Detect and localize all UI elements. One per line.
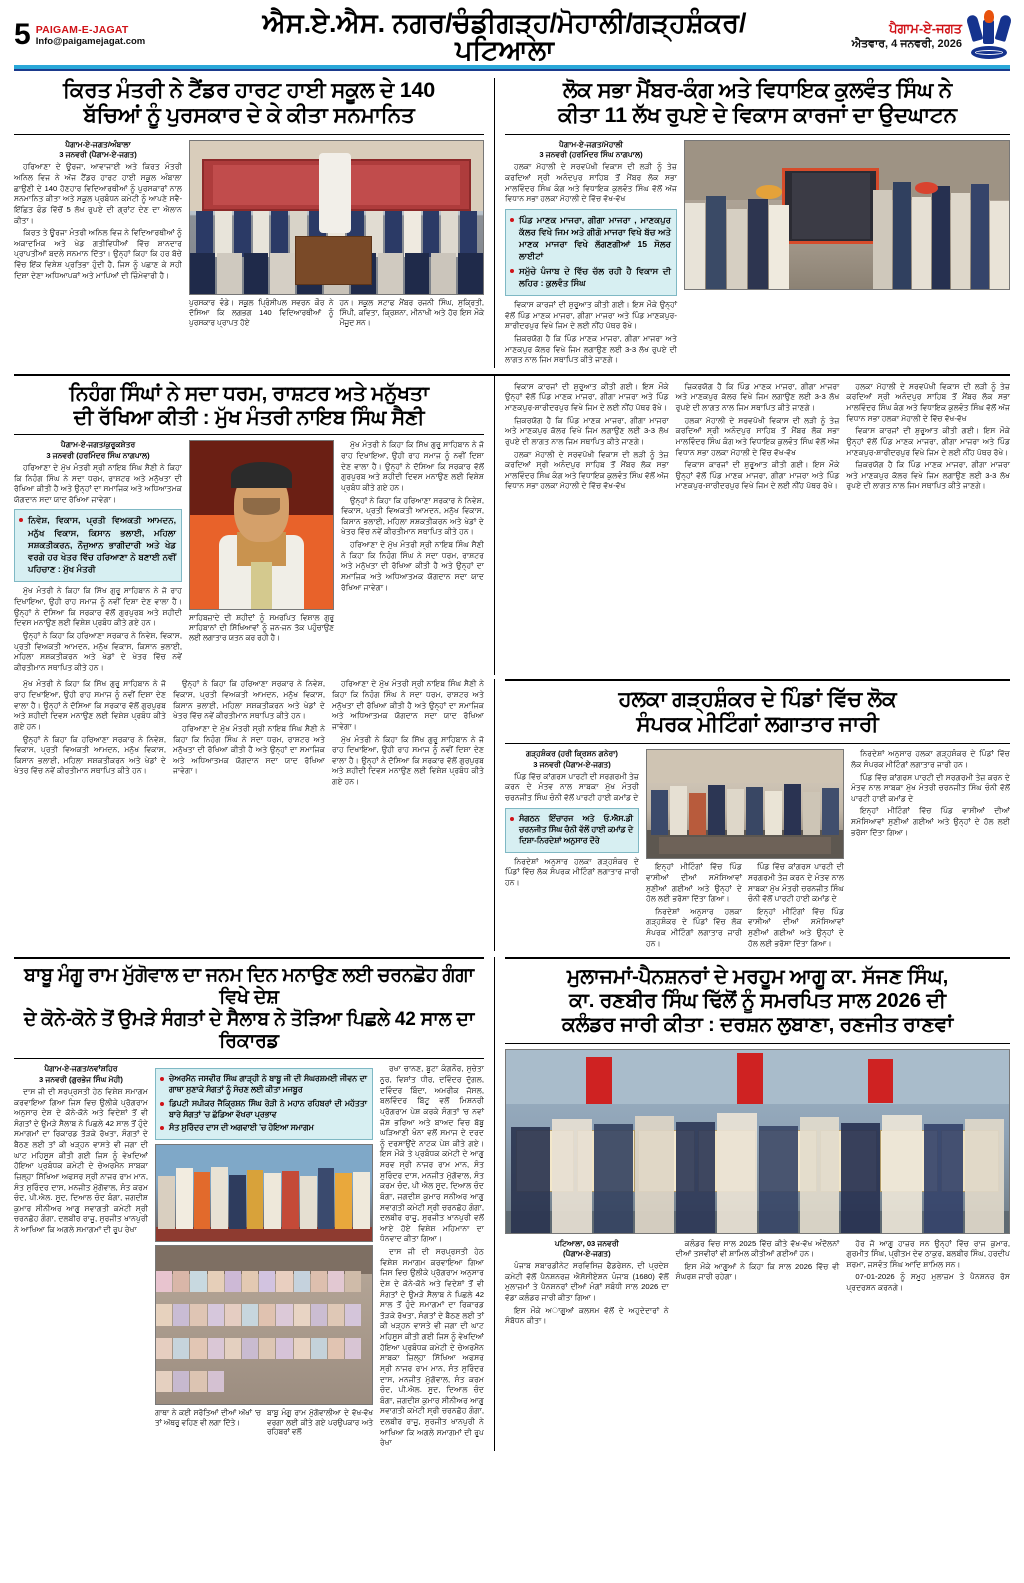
story-1-caption-a: ਪੁਰਸਕਾਰ ਵੰਡੇ। ਸਕੂਲ ਪ੍ਰਿੰਸੀਪਲ ਸਵਰਨ ਕੌਰ ਨੇ ਦੱਸਿਆ ਕਿ ਲਗਭਗ 140 ਵਿਦਿਆਰਥੀਆਂ ਨੂੰ ਪੁਰਸਕਾਰ ਪ੍ਰਾਪਤ ਹੋਏ — [189, 297, 334, 327]
brand-name-punjabi: ਪੈਗਾਮ-ਏ-ਜਗਤ — [889, 20, 962, 36]
list-item: ਸੰਤ ਸੁਰਿੰਦਰ ਦਾਸ ਦੀ ਅਗਵਾਈ 'ਚ ਹੋਇਆ ਸਮਾਗਮ — [160, 1122, 367, 1133]
story-2-body: ਵਿਕਾਸ ਕਾਰਜਾਂ ਦੀ ਸ਼ੁਰੂਆਤ ਕੀਤੀ ਗਈ। ਇਸ ਮੌਕੇ ਉਨ੍ਹਾਂ ਵੱਲੋਂ ਪਿੰਡ ਮਾਣਕ ਮਾਜਰਾ, ਗੀਗਾ ਮਾਜਰਾ ਅਤੇ ਪਿੰਡ ਮਾਣਕਪੁਰ-ਸ਼ਾਰੀਦਰਪੁਰ ਵਿਖੇ ਜਿਮ ਦੇ ਲਈ ਨੀਂਹ ਪੱਥਰ ਰੱਖੇ। ਜ਼ਿਕਰਯੋਗ ਹੈ ਕਿ ਪਿੰਡ ਮਾਣਕ ਮਾਜਰਾ, ਗੀਗਾ ਮਾਜਰਾ ਅਤੇ ਮਾਣਕਪੁਰ ਕੱਲਰ ਵਿਖੇ ਜਿਮ ਲਗਾਉਣ ਲਈ 3-3 ਲੱਖ ਰੁਪਏ ਦੀ ਲਾਗਤ ਨਾਲ ਜਿਮ ਸਥਾਪਿਤ ਕੀਤੇ ਜਾਣਗੇ। — [505, 300, 677, 365]
list-item: ਡਿਪਟੀ ਸਪੀਕਰ ਜੈਕ੍ਰਿਸ਼ਨ ਸਿੰਘ ਰੋੜੀ ਨੇ ਮਹਾਨ ਰਹਿਬਰਾਂ ਦੀ ਮਹੱਤਤਾ ਬਾਰੇ ਸੰਗਤਾਂ 'ਚ ਛੱਡਿਆ ਵੱਖਰਾ ਪ੍ਰਭਾਵ — [160, 1098, 367, 1120]
list-item: ਚੇਅਰਮੈਨ ਜਸਵੀਰ ਸਿੰਘ ਗਾੜ੍ਹੀ ਨੇ ਬਾਬੂ ਜੀ ਦੀ ਸੰਘਰਸ਼ਮਈ ਜੀਵਨ ਦਾ ਗਾਥਾ ਸੁਣਾਕੇ ਸੰਗਤਾਂ ਨੂੰ ਸੋਚਣ ਲਈ ਕੀਤਾ ਮਜਬੂਰ — [160, 1073, 367, 1095]
story-2-cont-col-3: ਹਲਕਾ ਮੋਹਾਲੀ ਦੇ ਸਰਵਪੱਖੀ ਵਿਕਾਸ ਦੀ ਲੜੀ ਨੂੰ ਤੇਜ਼ ਕਰਦਿਆਂ ਸ੍ਰੀ ਅਨੰਦਪੁਰ ਸਾਹਿਬ ਤੋਂ ਮੈਂਬਰ ਲੋਕ ਸਭਾ ਮਾਲਵਿੰਦਰ ਸਿੰਘ ਕੰਗ ਅਤੇ ਵਿਧਾਇਕ ਕੁਲਵੰਤ ਸਿੰਘ ਵੱਲੋਂ ਅੱਜ ਵਿਧਾਨ ਸਭਾ ਹਲਕਾ ਮੋਹਾਲੀ ਦੇ ਵਿੱਚ ਵੱਖ-ਵੱਖ ਵਿਕਾਸ ਕਾਰਜਾਂ ਦੀ ਸ਼ੁਰੂਆਤ ਕੀਤੀ ਗਈ। ਇਸ ਮੌਕੇ ਉਨ੍ਹਾਂ ਵੱਲੋਂ ਪਿੰਡ ਮਾਣਕ ਮਾਜਰਾ, ਗੀਗਾ ਮਾਜਰਾ ਅਤੇ ਪਿੰਡ ਮਾਣਕਪੁਰ-ਸ਼ਾਰੀਦਰਪੁਰ ਵਿਖੇ ਜਿਮ ਦੇ ਲਈ ਨੀਂਹ ਪੱਥਰ ਰੱਖੇ। ਜ਼ਿਕਰਯੋਗ ਹੈ ਕਿ ਪਿੰਡ ਮਾਣਕ ਮਾਜਰਾ, ਗੀਗਾ ਮਾਜਰਾ ਅਤੇ ਮਾਣਕਪੁਰ ਕੱਲਰ ਵਿਖੇ ਜਿਮ ਲਗਾਉਣ ਲਈ 3-3 ਲੱਖ ਰੁਪਏ ਦੀ ਲਾਗਤ ਨਾਲ ਜਿਮ ਸਥਾਪਿਤ ਕੀਤੇ ਜਾਣਗੇ। — [846, 381, 1011, 491]
story-2-text-col — [505, 140, 677, 368]
torch-emblem-icon — [968, 13, 1010, 59]
story-3-lead: ਹਰਿਆਣਾ ਦੇ ਮੁੱਖ ਮੰਤਰੀ ਸ੍ਰੀ ਨਾਇਬ ਸਿੰਘ ਸੈਣੀ ਨੇ ਕਿਹਾ ਕਿ ਨਿਹੰਗ ਸਿੰਘ ਨੇ ਸਦਾ ਧਰਮ, ਰਾਸ਼ਟਰ ਅਤੇ ਮਨੁੱਖਤਾ ਦੀ ਰੱਖਿਆ ਕੀਤੀ ਹੈ ਅਤੇ ਉਨ੍ਹਾਂ ਦਾ ਸਮਾਜਿਕ ਅਤੇ ਅਧਿਆਤਮਕ ਯੋਗਦਾਨ ਸਦਾ ਯਾਦ ਰੱਖਿਆ ਜਾਵੇਗਾ। — [14, 462, 182, 504]
award-ceremony-group-photo — [189, 140, 484, 295]
story-5-col-right — [380, 1064, 484, 1451]
story-2-photo-col — [684, 140, 1010, 368]
story-5-byline: ਪੈਗਾਮ-ਏ-ਜਗਤ/ਨਵਾਂਸ਼ਹਿਰ 3 ਜਨਵਰੀ (ਗੁਰਭੇਜ ਸਿੰਘ ਮੋਹੀ) — [39, 1064, 123, 1084]
story-1-caption-b: ਹਨ। ਸਕੂਲ ਸਟਾਫ ਮੈਂਬਰ ਰਜਨੀ ਸਿੰਘ, ਸੁਕ੍ਰਿਤੀ, ਸਿੰਪੀ, ਕਵਿਤਾ, ਕ੍ਰਿਸ਼ਨਾ, ਮੀਨਾਖੀ ਅਤੇ ਹੋਰ ਇਸ ਮੌਕੇ ਮੌਜੂਦ ਸਨ। — [339, 297, 484, 327]
story-4-body-c: ਪਿੰਡ ਵਿੱਚ ਕਾਂਗਰਸ ਪਾਰਟੀ ਦੀ ਸਰਗਰਮੀ ਤੇਜ਼ ਕਰਨ ਦੇ ਮੰਤਵ ਨਾਲ ਸਾਬਕਾ ਮੁੱਖ ਮੰਤਰੀ ਚਰਨਜੀਤ ਸਿੰਘ ਚੰਨੀ ਵੱਲੋਂ ਪਾਰਟੀ ਹਾਈ ਕਮਾਂਡ ਦੇ ਇਨ੍ਹਾਂ ਮੀਟਿੰਗਾਂ ਵਿੱਚ ਪਿੰਡ ਵਾਸੀਆਂ ਦੀਆਂ ਸਮੱਸਿਆਵਾਂ ਸੁਣੀਆਂ ਗਈਆਂ ਅਤੇ ਉਨ੍ਹਾਂ ਦੇ ਹੱਲ ਲਈ ਭਰੋਸਾ ਦਿੱਤਾ ਗਿਆ। — [748, 862, 844, 948]
ribbon-cutting-ceremony-photo — [684, 140, 1010, 290]
story-5-body-right: ਰਖਾ ਚਾਨਣ, ਬੂਟਾ ਕੰਗਨੌਰ, ਸੁਚੇਤਾ ਨੂਰ, ਵਿਸ਼ਾਂਤ ਧੀਰ, ਦਵਿੰਦਰ ਦੁੱਗਲ, ਦਵਿੰਦਰ ਬਿੰਦਾ, ਅਮਰੀਕ ਜੱਸਲ, ਬਲਵਿੰਦਰ ਬਿੱਟੂ ਵਲੋਂ ਮਿਸ਼ਨਰੀ ਪ੍ਰੋਗਰਾਮ ਪੇਸ਼ ਕਰਕੇ ਸੰਗਤਾਂ 'ਚ ਨਵਾਂ ਜੋਸ਼ ਭਰਿਆ ਅਤੇ ਬਾਅਦ ਵਿਚ ਬੱਬੂ ਘੜਿਆਣੀ ਖੰਨਾ ਵਲੋਂ ਸਮਾਜ ਦੇ ਦਰਦ ਨੂੰ ਦਰਸਾਉਂਦੇ ਨਾਟਕ ਪੇਸ਼ ਕੀਤੇ ਗਏ। ਇਸ ਮੌਕੇ ਤੇ ਪ੍ਰਬੰਧਕ ਕਮੇਟੀ ਦੇ ਆਗੂ ਸਰਵ ਸ੍ਰੀ ਨਾਜਰ ਰਾਮ ਮਾਨ, ਸੰਤ ਸੁਰਿੰਦਰ ਦਾਸ, ਮਨਜੀਤ ਮੁੱਗੋਵਾਲ, ਸੰਤ ਕਰਮ ਚੰਦ, ਪੀ ਐਲ ਸੂਦ, ਦਿਆਲ ਚੰਦ ਬੰਗਾ, ਜਗਦੀਸ਼ ਕੁਮਾਰ ਸਨੀਅਰ ਆਗੂ ਸਵਾਗਤੀ ਕਮੇਟੀ ਸ੍ਰੀ ਚਰਨਛੋਹ ਗੰਗਾ, ਦਲਬੀਰ ਰਾਜੂ, ਸੁਰਜੀਤ ਖਾਨਪੁਰੀ ਵਲੋਂ ਆਏ ਹੋਏ ਵਿਸ਼ੇਸ਼ ਮਹਿਮਾਨਾ ਦਾ ਧੰਨਵਾਦ ਕੀਤਾ ਗਿਆ। ਦਾਸ ਜੀ ਦੀ ਸਰਪ੍ਰਸਤੀ ਹੇਠ ਵਿਸ਼ੇਸ਼ ਸਮਾਗਮ ਕਰਵਾਇਆ ਗਿਆ ਜਿਸ ਵਿਚ ਉਲੀਕੇ ਪ੍ਰੋਗਰਾਮ ਅਨੁਸਾਰ ਦੇਸ਼ ਦੇ ਕੋਨੇ-ਕੋਨੇ ਅਤੇ ਵਿਦੇਸ਼ਾਂ ਤੋਂ ਵੀ ਸੰਗਤਾਂ ਦੇ ਉਮੜੇ ਸੈਲਾਬ ਨੇ ਪਿਛਲੇ 42 ਸਾਲ ਤੋਂ ਹੁੰਦੇ ਸਮਾਗਮਾਂ ਦਾ ਰਿਕਾਰਡ ਤੋੜਕੇ ਰੱਖਤਾ, ਸੰਗਤਾਂ ਦੇ ਬੈਠਣ ਲਈ ਤਾਂ ਕੀ ਖੜ੍ਹਨ ਵਾਸਤੇ ਵੀ ਜਗਾ ਦੀ ਘਾਟ ਮਹਿਸੂਸ ਕੀਤੀ ਗਈ ਜਿਸ ਨੂੰ ਵੇਖਦਿਆਂ ਹੋਇਆ ਪ੍ਰਬੰਧਕ ਕਮੇਟੀ ਦੇ ਚੇਅਰਮੈਨ ਸਾਬਕਾ ਜ਼ਿਲ੍ਹਾ ਸਿੱਖਿਆ ਅਫਸਰ ਸ੍ਰੀ ਨਾਜਰ ਰਾਮ ਮਾਨ, ਸੰਤ ਸੁਰਿੰਦਰ ਦਾਸ, ਮਨਜੀਤ ਮੁੱਗੋਵਾਲ, ਸੰਤ ਕਰਮ ਚੰਦ, ਪੀ.ਐਲ. ਸੂਦ, ਦਿਆਲ ਚੰਦ ਬੰਗਾ, ਜਗਦੀਸ਼ ਕੁਮਾਰ ਸੀਨੀਅਰ ਆਗੂ ਸਵਾਗਤੀ ਕਮੇਟੀ ਸ੍ਰੀ ਚਰਨਛੋਹ ਗੰਗਾ, ਦਲਬੀਰ ਰਾਜੂ, ਸੁਰਜੀਤ ਖਾਨਪੁਰੀ ਨੇ ਆਖਿਆ ਕਿ ਅਗਲੇ ਸਮਾਗਮਾਂ ਦੀ ਰੂਪ ਰੇਖਾ — [380, 1064, 484, 1448]
list-item: ਪਿੰਡ ਮਾਣਕ ਮਾਜਰਾ, ਗੀਗਾ ਮਾਜਰਾ , ਮਾਣਕਪੁਰ ਕੱਲਰ ਵਿਖੇ ਜਿਮ ਅਤੇ ਗੀਗੋ ਮਾਜਰਾ ਵਿਖੇ ਬੱਚ ਅਤੇ ਮਾਣਕ ਮਾਜਰਾ ਵਿਖੇ ਲੱਗਣਗੀਆਂ 15 ਸੋਲਰ ਲਾਈਟਾਂ — [510, 214, 671, 263]
story-3-highlight-box — [14, 509, 182, 582]
story-2-cont-col-1: ਵਿਕਾਸ ਕਾਰਜਾਂ ਦੀ ਸ਼ੁਰੂਆਤ ਕੀਤੀ ਗਈ। ਇਸ ਮੌਕੇ ਉਨ੍ਹਾਂ ਵੱਲੋਂ ਪਿੰਡ ਮਾਣਕ ਮਾਜਰਾ, ਗੀਗਾ ਮਾਜਰਾ ਅਤੇ ਪਿੰਡ ਮਾਣਕਪੁਰ-ਸ਼ਾਰੀਦਰਪੁਰ ਵਿਖੇ ਜਿਮ ਦੇ ਲਈ ਨੀਂਹ ਪੱਥਰ ਰੱਖੇ। ਜ਼ਿਕਰਯੋਗ ਹੈ ਕਿ ਪਿੰਡ ਮਾਣਕ ਮਾਜਰਾ, ਗੀਗਾ ਮਾਜਰਾ ਅਤੇ ਮਾਣਕਪੁਰ ਕੱਲਰ ਵਿਖੇ ਜਿਮ ਲਗਾਉਣ ਲਈ 3-3 ਲੱਖ ਰੁਪਏ ਦੀ ਲਾਗਤ ਨਾਲ ਜਿਮ ਸਥਾਪਿਤ ਕੀਤੇ ਜਾਣਗੇ। ਹਲਕਾ ਮੋਹਾਲੀ ਦੇ ਸਰਵਪੱਖੀ ਵਿਕਾਸ ਦੀ ਲੜੀ ਨੂੰ ਤੇਜ਼ ਕਰਦਿਆਂ ਸ੍ਰੀ ਅਨੰਦਪੁਰ ਸਾਹਿਬ ਤੋਂ ਮੈਂਬਰ ਲੋਕ ਸਭਾ ਮਾਲਵਿੰਦਰ ਸਿੰਘ ਕੰਗ ਅਤੇ ਵਿਧਾਇਕ ਕੁਲਵੰਤ ਸਿੰਘ ਵੱਲੋਂ ਅੱਜ ਵਿਧਾਨ ਸਭਾ ਹਲਕਾ ਮੋਹਾਲੀ ਦੇ ਵਿੱਚ ਵੱਖ-ਵੱਖ — [505, 381, 669, 491]
story-1-body: ਹਰਿਆਣਾ ਦੇ ਊਰਜਾ, ਆਵਾਜਾਈ ਅਤੇ ਕਿਰਤ ਮੰਤਰੀ ਅਨਿਲ ਵਿਜ ਨੇ ਅੱਜ ਟੈਂਡਰ ਹਾਰਟ ਹਾਈ ਸਕੂਲ ਅੰਬਾਲਾ ਛਾਉਣੀ ਦੇ 140 ਹੋਣਹਾਰ ਵਿਦਿਆਰਥੀਆਂ ਨੂੰ ਪੁਰਸਕਾਰਾਂ ਨਾਲ ਸਨਮਾਨਿਤ ਕੀਤਾ ਅਤੇ ਸਕੂਲ ਪ੍ਰਬੰਧਨ ਕਮੇਟੀ ਨੂੰ ਆਪਣੇ ਸਵੈ-ਇੱਛਿਤ ਫੰਡ ਵਿੱਚੋਂ 5 ਲੱਖ ਰੁਪਏ ਦੀ ਗ੍ਰਾਂਟ ਦੇਣ ਦਾ ਐਲਾਨ ਕੀਤਾ। ਕਿਰਤ ਤੇ ਊਰਜਾ ਮੰਤਰੀ ਅਨਿਲ ਵਿਜ ਨੇ ਵਿਦਿਆਰਥੀਆਂ ਨੂੰ ਅਕਾਦਮਿਕ ਅਤੇ ਖੇਡ ਗਤੀਵਿਧੀਆਂ ਵਿੱਚ ਸ਼ਾਨਦਾਰ ਪ੍ਰਾਪਤੀਆਂ ਬਦਲੇ ਸਨਮਾਨ ਦਿੱਤਾ। ਉਨ੍ਹਾਂ ਕਿਹਾ ਕਿ ਹਰ ਬੱਚੇ ਵਿੱਚ ਇੱਕ ਵਿਸ਼ੇਸ਼ ਪ੍ਰਤਿਭਾ ਹੁੰਦੀ ਹੈ, ਜਿਸ ਨੂੰ ਪਛਾਣ ਕੇ ਸਹੀ ਦਿਸ਼ਾ ਦੇਣਾ ਅਧਿਆਪਕਾਂ ਅਤੇ ਮਾਪਿਆਂ ਦੀ ਜ਼ਿੰਮੇਵਾਰੀ ਹੈ। — [14, 162, 182, 280]
story-3-col-c — [341, 440, 484, 675]
story-3-col-a — [14, 440, 182, 675]
brand-name: PAIGAM-E-JAGAT — [35, 23, 129, 36]
story-4-text-col — [505, 749, 639, 951]
story-2-headline: ਲੋਕ ਸਭਾ ਮੈਂਬਰ-ਕੰਗ ਅਤੇ ਵਿਧਾਇਕ ਕੁਲਵੰਤ ਸਿੰਘ ਨੇ ਕੀਤਾ 11 ਲੱਖ ਰੁਪਏ ਦੇ ਵਿਕਾਸ ਕਾਰਜਾਂ ਦਾ ਉਦਘਾਟਨ — [558, 78, 957, 127]
story-2 — [494, 78, 1010, 368]
story-4-byline: ਗੜ੍ਹਸ਼ੰਕਰ (ਹਰੀ ਕ੍ਰਿਸ਼ਨ ਗਨੇਰਾ) 3 ਜਨਵਰੀ (ਪੈਗਾਮ-ਏ-ਜਗਤ) — [526, 749, 618, 769]
story-2-byline: ਪੈਗਾਮ-ਏ-ਜਗਤ/ਮੋਹਾਲੀ 3 ਜਨਵਰੀ (ਹਰਮਿੰਦਰ ਸਿੰਘ ਨਾਗਪਾਲ) — [539, 139, 643, 160]
list-item: ਨਿਵੇਸ਼, ਵਿਕਾਸ, ਪ੍ਰਤੀ ਵਿਅਕਤੀ ਆਮਦਨ, ਮਨੁੱਖ ਵਿਕਾਸ, ਕਿਸਾਨ ਭਲਾਈ, ਮਹਿਲਾ ਸਸ਼ਕਤੀਕਰਨ, ਨੌਜੁਆਨ ਭਾਗੀਦਾਰੀ ਅਤੇ ਖੇਡ ਵਰਗੇ ਹਰ ਖੇਤਰ ਵਿੱਚ ਹਰਿਆਣਾ ਨੇ ਬਣਾਈ ਨਵੀਂ ਪਹਿਚਾਣ : ਮੁੱਖ ਮੰਤਰੀ — [19, 514, 176, 575]
story-4-highlight-box — [505, 808, 639, 853]
story-6-col-1 — [505, 1239, 669, 1329]
story-6-body-1: ਪੰਜਾਬ ਸਬਾਰਡੀਨੇਟ ਸਰਵਿਸਿਜ਼ ਫੈਡਰੇਸ਼ਨ, ਦੀ ਪ੍ਰਦੇਸ਼ ਕਮੇਟੀ ਵੱਲੋਂ ਪੈਨਸ਼ਨਰਜ਼ ਐਸੋਸੀਏਸ਼ਨ ਪੰਜਾਬ (1680) ਵੱਲੋਂ ਮੁਲਾਜ਼ਮਾਂ ਤੇ ਪੈਨਸ਼ਨਰਾਂ ਦੀਆਂ ਮੰਗਾਂ ਸਬੰਧੀ ਸਾਲ 2026 ਦਾ ਵੱਡਾ ਕਲੰਡਰ ਜਾਰੀ ਕੀਤਾ ਗਿਆ। ਇਸ ਮੌਕੇ ਅਾਗੂਆਂ ਕਲਸਮ ਵੱਲੋਂ ਦੇ ਅਹੁਦੇਦਾਰਾਂ ਨੇ ਸੰਬੋਧਨ ਕੀਤਾ। — [505, 1261, 669, 1326]
story-1-photo-col — [189, 140, 484, 328]
story-4-body-b: ਇਨ੍ਹਾਂ ਮੀਟਿੰਗਾਂ ਵਿੱਚ ਪਿੰਡ ਵਾਸੀਆਂ ਦੀਆਂ ਸਮੱਸਿਆਵਾਂ ਸੁਣੀਆਂ ਗਈਆਂ ਅਤੇ ਉਨ੍ਹਾਂ ਦੇ ਹੱਲ ਲਈ ਭਰੋਸਾ ਦਿੱਤਾ ਗਿਆ। ਨਿਰਦੇਸ਼ਾਂ ਅਨੁਸਾਰ ਹਲਕਾ ਗੜ੍ਹਸ਼ੰਕਰ ਦੇ ਪਿੰਡਾਂ ਵਿੱਚ ਲੋਕ ਸੰਪਰਕ ਮੀਟਿੰਗਾਂ ਲਗਾਤਾਰ ਜਾਰੀ ਹਨ। — [646, 862, 742, 948]
story-3-byline: ਪੈਗਾਮ-ਏ-ਜਗਤ/ਕੁਰੂਕਸ਼ੇਤਰ 3 ਜਨਵਰੀ (ਹਰਮਿੰਦਰ ਸਿੰਘ ਨਾਗਪਾਲ) — [46, 440, 150, 460]
story-1 — [14, 78, 494, 368]
story-5-caption-a: ਗਾਥਾ ਨੇ ਕਈ ਸਰੋਤਿਆਂ ਦੀਆਂ ਅੱਖਾਂ 'ਚ ਤਾਂ ਅੱਥਰੂ ਵਹਿਣ ਵੀ ਲਗਾ ਦਿੱਤੇ। — [155, 1407, 261, 1427]
story-4-body-a: ਨਿਰਦੇਸ਼ਾਂ ਅਨੁਸਾਰ ਹਲਕਾ ਗੜ੍ਹਸ਼ੰਕਰ ਦੇ ਪਿੰਡਾਂ ਵਿੱਚ ਲੋਕ ਸੰਪਰਕ ਮੀਟਿੰਗਾਂ ਲਗਾਤਾਰ ਜਾਰੀ ਹਨ। — [505, 856, 639, 888]
story-2-cont-col-2: ਜ਼ਿਕਰਯੋਗ ਹੈ ਕਿ ਪਿੰਡ ਮਾਣਕ ਮਾਜਰਾ, ਗੀਗਾ ਮਾਜਰਾ ਅਤੇ ਮਾਣਕਪੁਰ ਕੱਲਰ ਵਿਖੇ ਜਿਮ ਲਗਾਉਣ ਲਈ 3-3 ਲੱਖ ਰੁਪਏ ਦੀ ਲਾਗਤ ਨਾਲ ਜਿਮ ਸਥਾਪਿਤ ਕੀਤੇ ਜਾਣਗੇ। ਹਲਕਾ ਮੋਹਾਲੀ ਦੇ ਸਰਵਪੱਖੀ ਵਿਕਾਸ ਦੀ ਲੜੀ ਨੂੰ ਤੇਜ਼ ਕਰਦਿਆਂ ਸ੍ਰੀ ਅਨੰਦਪੁਰ ਸਾਹਿਬ ਤੋਂ ਮੈਂਬਰ ਲੋਕ ਸਭਾ ਮਾਲਵਿੰਦਰ ਸਿੰਘ ਕੰਗ ਅਤੇ ਵਿਧਾਇਕ ਕੁਲਵੰਤ ਸਿੰਘ ਵੱਲੋਂ ਅੱਜ ਵਿਧਾਨ ਸਭਾ ਹਲਕਾ ਮੋਹਾਲੀ ਦੇ ਵਿੱਚ ਵੱਖ-ਵੱਖ ਵਿਕਾਸ ਕਾਰਜਾਂ ਦੀ ਸ਼ੁਰੂਆਤ ਕੀਤੀ ਗਈ। ਇਸ ਮੌਕੇ ਉਨ੍ਹਾਂ ਵੱਲੋਂ ਪਿੰਡ ਮਾਣਕ ਮਾਜਰਾ, ਗੀਗਾ ਮਾਜਰਾ ਅਤੇ ਪਿੰਡ ਮਾਣਕਪੁਰ-ਸ਼ਾਰੀਦਰਪੁਰ ਵਿਖੇ ਜਿਮ ਦੇ ਲਈ ਨੀਂਹ ਪੱਥਰ ਰੱਖੇ। — [675, 381, 840, 491]
story-1-byline: ਪੈਗਾਮ-ਏ-ਜਗਤ/ਅੰਬਾਲਾ 3 ਜਨਵਰੀ (ਪੈਗਾਮ-ਏ-ਜਗਤ) — [59, 139, 137, 160]
story-4-headline: ਹਲਕਾ ਗੜ੍ਹਸ਼ੰਕਰ ਦੇ ਪਿੰਡਾਂ ਵਿੱਚ ਲੋਕ ਸੰਪਰਕ ਮੀਟਿੰਗਾਂ ਲਗਾਤਾਰ ਜਾਰੀ — [618, 687, 897, 737]
stage-dignitaries-photo — [155, 1144, 373, 1242]
story-5-body-left: ਦਾਸ ਜੀ ਦੀ ਸਰਪ੍ਰਸਤੀ ਹੇਠ ਵਿਸ਼ੇਸ਼ ਸਮਾਗਮ ਕਰਵਾਇਆ ਗਿਆ ਜਿਸ ਵਿਚ ਉਲੀਕੇ ਪ੍ਰੋਗਰਾਮ ਅਨੁਸਾਰ ਦੇਸ਼ ਦੇ ਕੋਨੇ-ਕੋਨੇ ਅਤੇ ਵਿਦੇਸ਼ਾਂ ਤੋਂ ਵੀ ਸੰਗਤਾਂ ਦੇ ਉਮੜੇ ਸੈਲਾਬ ਨੇ ਪਿਛਲੇ 42 ਸਾਲ ਤੋਂ ਹੁੰਦੇ ਸਮਾਗਮਾਂ ਦਾ ਰਿਕਾਰਡ ਤੋੜਕੇ ਰੱਖਤਾ, ਸੰਗਤਾਂ ਦੇ ਬੈਠਣ ਲਈ ਤਾਂ ਕੀ ਖੜ੍ਹਨ ਵਾਸਤੇ ਵੀ ਜਗਾ ਦੀ ਘਾਟ ਮਹਿਸੂਸ ਕੀਤੀ ਗਈ ਜਿਸ ਨੂੰ ਵੇਖਦਿਆਂ ਹੋਇਆ ਪ੍ਰਬੰਧਕ ਕਮੇਟੀ ਦੇ ਚੇਅਰਮੈਨ ਸਾਬਕਾ ਜ਼ਿਲ੍ਹਾ ਸਿੱਖਿਆ ਅਫਸਰ ਸ੍ਰੀ ਨਾਜਰ ਰਾਮ ਮਾਨ, ਸੰਤ ਸੁਰਿੰਦਰ ਦਾਸ, ਮਨਜੀਤ ਮੁੱਗੋਵਾਲ, ਸੰਤ ਕਰਮ ਚੰਦ, ਪੀ.ਐਲ. ਸੂਦ, ਦਿਆਲ ਚੰਦ ਬੰਗਾ, ਜਗਦੀਸ਼ ਕੁਮਾਰ ਸੀਨੀਅਰ ਆਗੂ ਸਵਾਗਤੀ ਕਮੇਟੀ ਸ੍ਰੀ ਚਰਨਛੋਹ ਗੰਗਾ, ਦਲਬੀਰ ਰਾਜੂ, ਸੁਰਜੀਤ ਖਾਨਪੁਰੀ ਨੇ ਆਖਿਆ ਕਿ ਅਗਲੇ ਸਮਾਗਮਾਂ ਦੀ ਰੂਪ ਰੇਖਾ — [14, 1086, 148, 1235]
story-4-lead: ਪਿੰਡ ਵਿੱਚ ਕਾਂਗਰਸ ਪਾਰਟੀ ਦੀ ਸਰਗਰਮੀ ਤੇਜ਼ ਕਰਨ ਦੇ ਮੰਤਵ ਨਾਲ ਸਾਬਕਾ ਮੁੱਖ ਮੰਤਰੀ ਚਰਨਜੀਤ ਸਿੰਘ ਚੰਨੀ ਵੱਲੋਂ ਪਾਰਟੀ ਹਾਈ ਕਮਾਂਡ ਦੇ — [505, 771, 639, 803]
story-3-cont-col-2: ਉਨ੍ਹਾਂ ਨੇ ਕਿਹਾ ਕਿ ਹਰਿਆਣਾ ਸਰਕਾਰ ਨੇ ਨਿਵੇਸ਼, ਵਿਕਾਸ, ਪ੍ਰਤੀ ਵਿਅਕਤੀ ਆਮਦਨ, ਮਨੁੱਖ ਵਿਕਾਸ, ਕਿਸਾਨ ਭਲਾਈ, ਮਹਿਲਾ ਸਸ਼ਕਤੀਕਰਨ ਅਤੇ ਖੇਡਾਂ ਦੇ ਖੇਤਰ ਵਿੱਚ ਨਵੇਂ ਕੀਰਤੀਮਾਨ ਸਥਾਪਿਤ ਕੀਤੇ ਹਨ। ਹਰਿਆਣਾ ਦੇ ਮੁੱਖ ਮੰਤਰੀ ਸ੍ਰੀ ਨਾਇਬ ਸਿੰਘ ਸੈਣੀ ਨੇ ਕਿਹਾ ਕਿ ਨਿਹੰਗ ਸਿੰਘ ਨੇ ਸਦਾ ਧਰਮ, ਰਾਸ਼ਟਰ ਅਤੇ ਮਨੁੱਖਤਾ ਦੀ ਰੱਖਿਆ ਕੀਤੀ ਹੈ ਅਤੇ ਉਨ੍ਹਾਂ ਦਾ ਸਮਾਜਿਕ ਅਤੇ ਅਧਿਆਤਮਕ ਯੋਗਦਾਨ ਸਦਾ ਯਾਦ ਰੱਖਿਆ ਜਾਵੇਗਾ। — [173, 679, 325, 776]
story-3 — [14, 376, 494, 676]
story-3-cont-col-3: ਹਰਿਆਣਾ ਦੇ ਮੁੱਖ ਮੰਤਰੀ ਸ੍ਰੀ ਨਾਇਬ ਸਿੰਘ ਸੈਣੀ ਨੇ ਕਿਹਾ ਕਿ ਨਿਹੰਗ ਸਿੰਘ ਨੇ ਸਦਾ ਧਰਮ, ਰਾਸ਼ਟਰ ਅਤੇ ਮਨੁੱਖਤਾ ਦੀ ਰੱਖਿਆ ਕੀਤੀ ਹੈ ਅਤੇ ਉਨ੍ਹਾਂ ਦਾ ਸਮਾਜਿਕ ਅਤੇ ਅਧਿਆਤਮਕ ਯੋਗਦਾਨ ਸਦਾ ਯਾਦ ਰੱਖਿਆ ਜਾਵੇਗਾ। ਮੁੱਖ ਮੰਤਰੀ ਨੇ ਕਿਹਾ ਕਿ ਸਿੱਖ ਗੁਰੂ ਸਾਹਿਬਾਨ ਨੇ ਜੋ ਰਾਹ ਦਿਖਾਇਆ, ਉਹੀ ਰਾਹ ਸਮਾਜ ਨੂੰ ਨਵੀਂ ਦਿਸ਼ਾ ਦੇਣ ਵਾਲਾ ਹੈ। ਉਨ੍ਹਾਂ ਨੇ ਦੱਸਿਆ ਕਿ ਸਰਕਾਰ ਵੱਲੋਂ ਗੁਰਪੁਰਬ ਅਤੇ ਸ਼ਹੀਦੀ ਦਿਵਸ ਮਨਾਉਣ ਲਈ ਵਿਸ਼ੇਸ਼ ਪ੍ਰਬੰਧ ਕੀਤੇ ਗਏ ਹਨ। — [332, 679, 484, 787]
story-6-headline: ਮੁਲਾਜਮਾਂ-ਪੈਨਸ਼ਨਰਾਂ ਦੇ ਮਰਹੂਮ ਆਗੂ ਕਾ. ਸੱਜਣ ਸਿੰਘ, ਕਾ. ਰਣਬੀਰ ਸਿੰਘ ਢਿੱਲੋਂ ਨੂੰ ਸਮਰਪਿਤ ਸਾਲ 2026 ਦੀ ਕਲੰਡਰ ਜਾਰੀ ਕੀਤਾ : ਦਰਸ਼ਨ ਲੁਬਾਣਾ, ਰਣਜੀਤ ਰਾਣਵਾਂ — [561, 965, 954, 1036]
village-meeting-photo — [646, 749, 844, 859]
story-2-lead: ਹਲਕਾ ਮੋਹਾਲੀ ਦੇ ਸਰਵਪੱਖੀ ਵਿਕਾਸ ਦੀ ਲੜੀ ਨੂੰ ਤੇਜ਼ ਕਰਦਿਆਂ ਸ੍ਰੀ ਅਨੰਦਪੁਰ ਸਾਹਿਬ ਤੋਂ ਮੈਂਬਰ ਲੋਕ ਸਭਾ ਮਾਲਵਿੰਦਰ ਸਿੰਘ ਕੰਗ ਅਤੇ ਵਿਧਾਇਕ ਕੁਲਵੰਤ ਸਿੰਘ ਵੱਲੋਂ ਅੱਜ ਵਿਧਾਨ ਸਭਾ ਹਲਕਾ ਮੋਹਾਲੀ ਦੇ ਵਿੱਚ ਵੱਖ-ਵੱਖ — [505, 162, 677, 204]
story-1-headline: ਕਿਰਤ ਮੰਤਰੀ ਨੇ ਟੈਂਡਰ ਹਾਰਟ ਹਾਈ ਸਕੂਲ ਦੇ 140 ਬੱਚਿਆਂ ਨੂੰ ਪੁਰਸਕਾਰ ਦੇ ਕੇ ਕੀਤਾ ਸਨਮਾਨਿਤ — [62, 78, 436, 127]
story-6-col-3: ਹੋਰ ਜੋ ਆਗੂ ਹਾਜ਼ਰ ਸਨ ਉਨ੍ਹਾਂ ਵਿੱਚ ਰਾਜ ਕੁਮਾਰ, ਗੁਰਮੀਤ ਸਿੰਘ, ਪ੍ਰੀਤਮ ਦੇਵ ਠਾਕੁਰ, ਬਲਬੀਰ ਸਿੰਘ, ਹਰਦੀਪ ਸ਼ਰਮਾ, ਜਸਵੰਤ ਸਿੰਘ ਆਦਿ ਸ਼ਾਮਿਲ ਸਨ। 07-01-2026 ਨੂੰ ਸਮੂਹ ਮੁਲਾਜ਼ਮ ਤੇ ਪੈਨਸ਼ਨਰ ਰੋਸ ਪ੍ਰਦਰਸ਼ਨ ਕਰਨਗੇ। — [846, 1238, 1011, 1293]
masthead-left — [14, 17, 214, 51]
list-item: ਸਮੁੱਚੇ ਪੰਜਾਬ ਦੇ ਵਿੱਚ ਚੱਲ ਰਹੀ ਹੈ ਵਿਕਾਸ ਦੀ ਲਹਿਰ : ਕੁਲਵੰਤ ਸਿੰਘ — [510, 265, 671, 289]
story-3-col-b — [189, 440, 334, 675]
story-5-center — [155, 1064, 373, 1451]
story-6 — [494, 957, 1010, 1451]
story-4 — [494, 679, 1010, 951]
story-3-portrait-caption: ਸਾਹਿਬਜ਼ਾਦੇ ਦੀ ਸ਼ਹੀਦਾਂ ਨੂੰ ਸਮਰਪਿਤ ਵਿਸ਼ਾਲ ਗੁਰੂ ਸਾਹਿਬਾਨਾਂ ਦੀ ਸਿੱਖਿਆਵਾਂ ਨੂੰ ਜਨ-ਜਨ ਤੱਕ ਪਹੁੰਚਾਉਣ ਲਈ ਲਗਾਤਾਰ ਯਤਨ ਕਰ ਰਹੀ ਹੈ। — [189, 613, 334, 643]
story-5-col-1 — [14, 1064, 148, 1451]
story-3-body-c: ਮੁੱਖ ਮੰਤਰੀ ਨੇ ਕਿਹਾ ਕਿ ਸਿੱਖ ਗੁਰੂ ਸਾਹਿਬਾਨ ਨੇ ਜੋ ਰਾਹ ਦਿਖਾਇਆ, ਉਹੀ ਰਾਹ ਸਮਾਜ ਨੂੰ ਨਵੀਂ ਦਿਸ਼ਾ ਦੇਣ ਵਾਲਾ ਹੈ। ਉਨ੍ਹਾਂ ਨੇ ਦੱਸਿਆ ਕਿ ਸਰਕਾਰ ਵੱਲੋਂ ਗੁਰਪੁਰਬ ਅਤੇ ਸ਼ਹੀਦੀ ਦਿਵਸ ਮਨਾਉਣ ਲਈ ਵਿਸ਼ੇਸ਼ ਪ੍ਰਬੰਧ ਕੀਤੇ ਗਏ ਹਨ। ਉਨ੍ਹਾਂ ਨੇ ਕਿਹਾ ਕਿ ਹਰਿਆਣਾ ਸਰਕਾਰ ਨੇ ਨਿਵੇਸ਼, ਵਿਕਾਸ, ਪ੍ਰਤੀ ਵਿਅਕਤੀ ਆਮਦਨ, ਮਨੁੱਖ ਵਿਕਾਸ, ਕਿਸਾਨ ਭਲਾਈ, ਮਹਿਲਾ ਸਸ਼ਕਤੀਕਰਨ ਅਤੇ ਖੇਡਾਂ ਦੇ ਖੇਤਰ ਵਿੱਚ ਨਵੇਂ ਕੀਰਤੀਮਾਨ ਸਥਾਪਿਤ ਕੀਤੇ ਹਨ। ਹਰਿਆਣਾ ਦੇ ਮੁੱਖ ਮੰਤਰੀ ਸ੍ਰੀ ਨਾਇਬ ਸਿੰਘ ਸੈਣੀ ਨੇ ਕਿਹਾ ਕਿ ਨਿਹੰਗ ਸਿੰਘ ਨੇ ਸਦਾ ਧਰਮ, ਰਾਸ਼ਟਰ ਅਤੇ ਮਨੁੱਖਤਾ ਦੀ ਰੱਖਿਆ ਕੀਤੀ ਹੈ ਅਤੇ ਉਨ੍ਹਾਂ ਦਾ ਸਮਾਜਿਕ ਅਤੇ ਅਧਿਆਤਮਕ ਯੋਗਦਾਨ ਸਦਾ ਯਾਦ ਰੱਖਿਆ ਜਾਵੇਗਾ। — [341, 440, 484, 592]
story-4-body-col-d: ਨਿਰਦੇਸ਼ਾਂ ਅਨੁਸਾਰ ਹਲਕਾ ਗੜ੍ਹਸ਼ੰਕਰ ਦੇ ਪਿੰਡਾਂ ਵਿੱਚ ਲੋਕ ਸੰਪਰਕ ਮੀਟਿੰਗਾਂ ਲਗਾਤਾਰ ਜਾਰੀ ਹਨ। ਪਿੰਡ ਵਿੱਚ ਕਾਂਗਰਸ ਪਾਰਟੀ ਦੀ ਸਰਗਰਮੀ ਤੇਜ਼ ਕਰਨ ਦੇ ਮੰਤਵ ਨਾਲ ਸਾਬਕਾ ਮੁੱਖ ਮੰਤਰੀ ਚਰਨਜੀਤ ਸਿੰਘ ਚੰਨੀ ਵੱਲੋਂ ਪਾਰਟੀ ਹਾਈ ਕਮਾਂਡ ਦੇ ਇਨ੍ਹਾਂ ਮੀਟਿੰਗਾਂ ਵਿੱਚ ਪਿੰਡ ਵਾਸੀਆਂ ਦੀਆਂ ਸਮੱਸਿਆਵਾਂ ਸੁਣੀਆਂ ਗਈਆਂ ਅਤੇ ਉਨ੍ਹਾਂ ਦੇ ਹੱਲ ਲਈ ਭਰੋਸਾ ਦਿੱਤਾ ਗਿਆ। — [851, 749, 1010, 837]
masthead — [0, 0, 1024, 65]
story-3-headline: ਨਿਹੰਗ ਸਿੰਘਾਂ ਨੇ ਸਦਾ ਧਰਮ, ਰਾਸ਼ਟਰ ਅਤੇ ਮਨੁੱਖਤਾ ਦੀ ਰੱਖਿਆ ਕੀਤੀ : ਮੁੱਖ ਮੰਤਰੀ ਨਾਇਬ ਸਿੰਘ ਸੈਣੀ — [69, 381, 429, 429]
story-3-continuation — [14, 679, 494, 951]
story-5-caption-b: ਬਾਬੂ ਮੰਗੂ ਰਾਮ ਮੁੱਗੋਵਾਲੀਆ ਦੇ ਵੱਖ-ਵੱਖ ਵਰਗਾ ਲਈ ਕੀਤੇ ਗਏ ਪਰਉਪਕਾਰ ਅਤੇ ਰਹਿਬਰਾਂ ਵਲੋਂ — [267, 1407, 373, 1437]
story-5-headline: ਬਾਬੂ ਮੰਗੂ ਰਾਮ ਮੁੱਗੋਵਾਲ ਦਾ ਜਨਮ ਦਿਨ ਮਨਾਉਣ ਲਈ ਚਰਨਛੋਹ ਗੰਗਾ ਵਿਖੇ ਦੇਸ਼ ਦੇ ਕੋਨੇ-ਕੋਨੇ ਤੋਂ ਉਮੜੇ ਸੰਗਤਾਂ ਦੇ ਸੈਲਾਬ ਨੇ ਤੋੜਿਆ ਪਿਛਲੇ 42 ਸਾਲ ਦਾ ਰਿਕਾਰਡ — [23, 965, 475, 1053]
list-item: ਸੰਗਠਨ ਇੰਚਾਰਜ ਅਤੇ ਓ.ਐਸ.ਡੀ ਚਰਨਜੀਤ ਸਿੰਘ ਚੰਨੀ ਵੱਲੋਂ ਹਾਈ ਕਮਾਂਡ ਦੇ ਦਿਸ਼ਾ-ਨਿਰਦੇਸ਼ਾਂ ਅਨੁਸਾਰ ਦੌਰੇ — [510, 813, 633, 846]
calendar-release-group-photo — [505, 1049, 1010, 1234]
page-number: 5 — [14, 17, 30, 51]
brand-email: Info@paigamejagat.com — [35, 35, 146, 47]
story-2-continuation — [494, 376, 1010, 676]
edition-line: ਐਸ.ਏ.ਐਸ. ਨਗਰ/ਚੰਡੀਗੜ੍ਹ/ਮੋਹਾਲੀ/ਗੜ੍ਹਸ਼ੰਕਰ/ਪਟਿਆਲਾ — [262, 8, 747, 65]
crowd-sangat-photo — [155, 1245, 373, 1405]
story-1-text-col — [14, 140, 182, 328]
chief-minister-portrait — [189, 440, 334, 610]
story-6-byline: ਪਟਿਆਲਾ, 03 ਜਨਵਰੀ (ਪੈਗਾਮ-ਏ-ਜਗਤ) — [554, 1238, 619, 1258]
story-5 — [14, 957, 494, 1451]
story-3-body-a: ਮੁੱਖ ਮੰਤਰੀ ਨੇ ਕਿਹਾ ਕਿ ਸਿੱਖ ਗੁਰੂ ਸਾਹਿਬਾਨ ਨੇ ਜੋ ਰਾਹ ਦਿਖਾਇਆ, ਉਹੀ ਰਾਹ ਸਮਾਜ ਨੂੰ ਨਵੀਂ ਦਿਸ਼ਾ ਦੇਣ ਵਾਲਾ ਹੈ। ਉਨ੍ਹਾਂ ਨੇ ਦੱਸਿਆ ਕਿ ਸਰਕਾਰ ਵੱਲੋਂ ਗੁਰਪੁਰਬ ਅਤੇ ਸ਼ਹੀਦੀ ਦਿਵਸ ਮਨਾਉਣ ਲਈ ਵਿਸ਼ੇਸ਼ ਪ੍ਰਬੰਧ ਕੀਤੇ ਗਏ ਹਨ। ਉਨ੍ਹਾਂ ਨੇ ਕਿਹਾ ਕਿ ਹਰਿਆਣਾ ਸਰਕਾਰ ਨੇ ਨਿਵੇਸ਼, ਵਿਕਾਸ, ਪ੍ਰਤੀ ਵਿਅਕਤੀ ਆਮਦਨ, ਮਨੁੱਖ ਵਿਕਾਸ, ਕਿਸਾਨ ਭਲਾਈ, ਮਹਿਲਾ ਸਸ਼ਕਤੀਕਰਨ ਅਤੇ ਖੇਡਾਂ ਦੇ ਖੇਤਰ ਵਿੱਚ ਨਵੇਂ ਕੀਰਤੀਮਾਨ ਸਥਾਪਿਤ ਕੀਤੇ ਹਨ। — [14, 586, 182, 672]
story-6-col-2: ਕਲੰਡਰ ਵਿਚ ਸਾਲ 2025 ਵਿੱਚ ਕੀਤੇ ਵੱਖ-ਵੱਖ ਅੰਦੋਲਨਾਂ ਦੀਆਂ ਤਸਵੀਰਾਂ ਵੀ ਸ਼ਾਮਿਲ ਕੀਤੀਆਂ ਗਈਆਂ ਹਨ। ਇਸ ਮੌਕੇ ਆਗੂਆਂ ਨੇ ਕਿਹਾ ਕਿ ਸਾਲ 2026 ਵਿੱਚ ਵੀ ਸੰਘਰਸ਼ ਜਾਰੀ ਰਹੇਗਾ। — [675, 1238, 840, 1282]
story-3-cont-col-1: ਮੁੱਖ ਮੰਤਰੀ ਨੇ ਕਿਹਾ ਕਿ ਸਿੱਖ ਗੁਰੂ ਸਾਹਿਬਾਨ ਨੇ ਜੋ ਰਾਹ ਦਿਖਾਇਆ, ਉਹੀ ਰਾਹ ਸਮਾਜ ਨੂੰ ਨਵੀਂ ਦਿਸ਼ਾ ਦੇਣ ਵਾਲਾ ਹੈ। ਉਨ੍ਹਾਂ ਨੇ ਦੱਸਿਆ ਕਿ ਸਰਕਾਰ ਵੱਲੋਂ ਗੁਰਪੁਰਬ ਅਤੇ ਸ਼ਹੀਦੀ ਦਿਵਸ ਮਨਾਉਣ ਲਈ ਵਿਸ਼ੇਸ਼ ਪ੍ਰਬੰਧ ਕੀਤੇ ਗਏ ਹਨ। ਉਨ੍ਹਾਂ ਨੇ ਕਿਹਾ ਕਿ ਹਰਿਆਣਾ ਸਰਕਾਰ ਨੇ ਨਿਵੇਸ਼, ਵਿਕਾਸ, ਪ੍ਰਤੀ ਵਿਅਕਤੀ ਆਮਦਨ, ਮਨੁੱਖ ਵਿਕਾਸ, ਕਿਸਾਨ ਭਲਾਈ, ਮਹਿਲਾ ਸਸ਼ਕਤੀਕਰਨ ਅਤੇ ਖੇਡਾਂ ਦੇ ਖੇਤਰ ਵਿੱਚ ਨਵੇਂ ਕੀਰਤੀਮਾਨ ਸਥਾਪਿਤ ਕੀਤੇ ਹਨ। — [14, 679, 166, 776]
story-2-highlight-box — [505, 209, 677, 296]
story-4-photo-col — [646, 749, 844, 951]
publication-date: ਐਤਵਾਰ, 4 ਜਨਵਰੀ, 2026 — [851, 37, 962, 50]
masthead-right — [795, 11, 1010, 59]
story-5-highlight-box — [155, 1068, 373, 1139]
